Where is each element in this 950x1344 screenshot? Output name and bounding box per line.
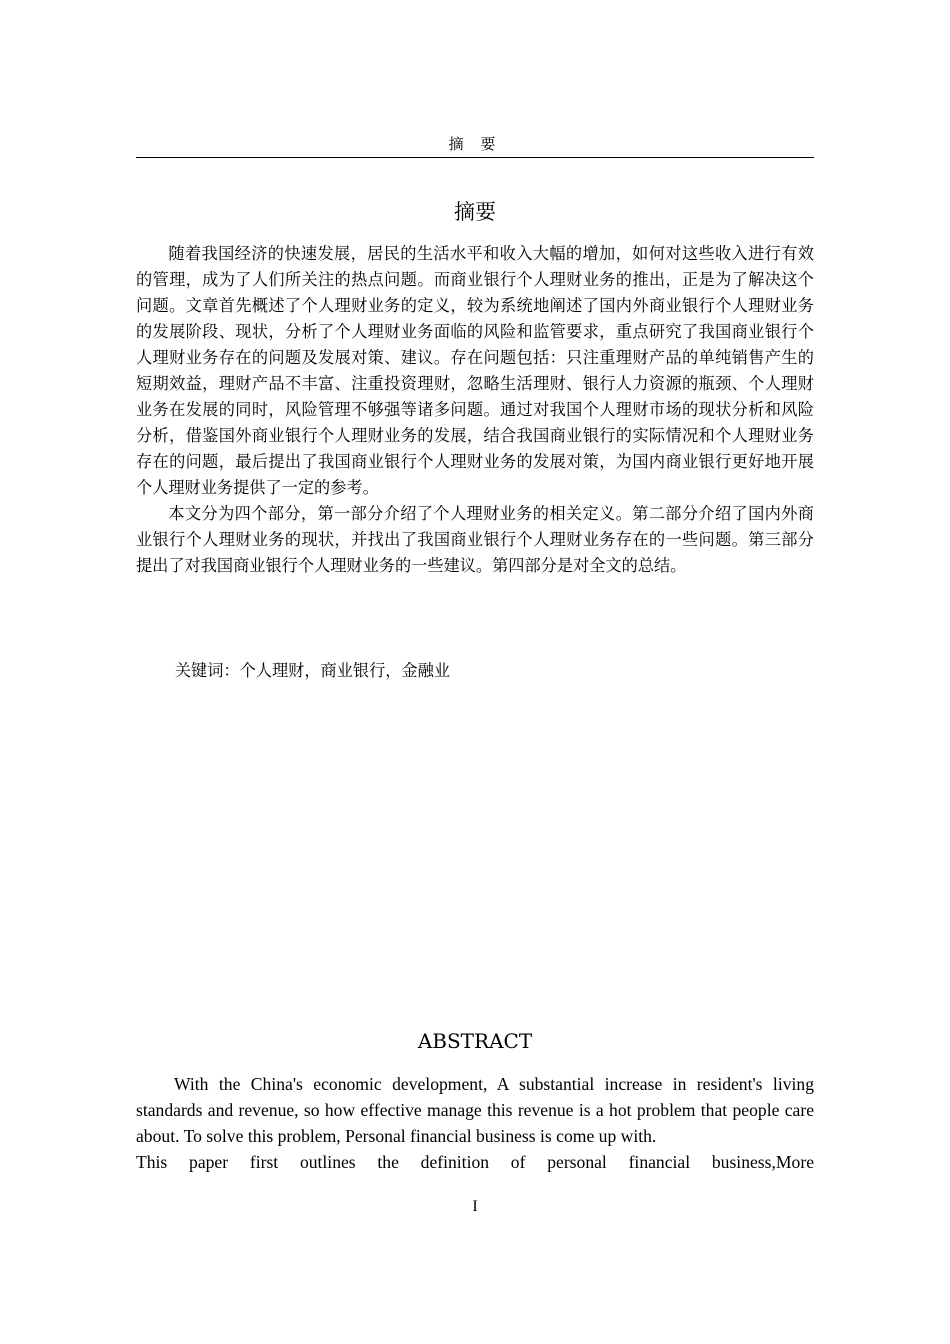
- running-header: 摘 要: [448, 135, 502, 153]
- english-abstract-body: [136, 1071, 814, 1175]
- chinese-abstract-title: 摘要: [454, 200, 496, 224]
- chinese-keywords: 关键词：个人理财，商业银行，金融业: [174, 661, 451, 680]
- english-abstract-text-continued: This paper first outlines the definition of personal financial business,More: [136, 1152, 814, 1172]
- english-abstract-title: ABSTRACT: [417, 1029, 533, 1053]
- header-rule: [136, 157, 814, 158]
- english-abstract-paragraph: [136, 1071, 814, 1175]
- chinese-abstract-paragraph-1: 随着我国经济的快速发展，居民的生活水平和收入大幅的增加，如何对这些收入进行有效的管理，成为了人们所关注的热点问题。而商业银行个人理财业务的推出，正是为了解决这个问题。文章首先概述了个人理财业务的定义，较为系统地阐述了国内外商业银行个人理财业务的发展阶段、现状，分析了个人理财业务面临的风险和监管要求，重点研究了我国商业银行个人理财业务存在的问题及发展对策、建议。存在问题包括：只注重理财产品的单纯销售产生的短期效益，理财产品不丰富、注重投资理财，忽略生活理财、银行人力资源的瓶颈、个人理财业务在发展的同时，风险管理不够强等诸多问题。通过对我国个人理财市场的现状分析和风险分析，借鉴国外商业银行个人理财业务的发展，结合我国商业银行的实际情况和个人理财业务存在的问题，最后提出了我国商业银行个人理财业务的发展对策，为国内商业银行更好地开展个人理财业务提供了一定的参考。: [136, 244, 814, 497]
- chinese-abstract-paragraph-2: 本文分为四个部分，第一部分介绍了个人理财业务的相关定义。第二部分介绍了国内外商业银行个人理财业务的现状，并找出了我国商业银行个人理财业务存在的一些问题。第三部分提出了对我国商业银行个人理财业务的一些建议。第四部分是对全文的总结。: [136, 504, 814, 575]
- chinese-abstract-body: [136, 241, 814, 579]
- page-number: I: [472, 1198, 478, 1215]
- english-abstract-text: With the China's economic development, A substantial increase in resident's living standards and revenue, so how effective manage this revenue is a hot problem that people care about. To solve this problem, Personal financial business is come up with.: [136, 1074, 814, 1146]
